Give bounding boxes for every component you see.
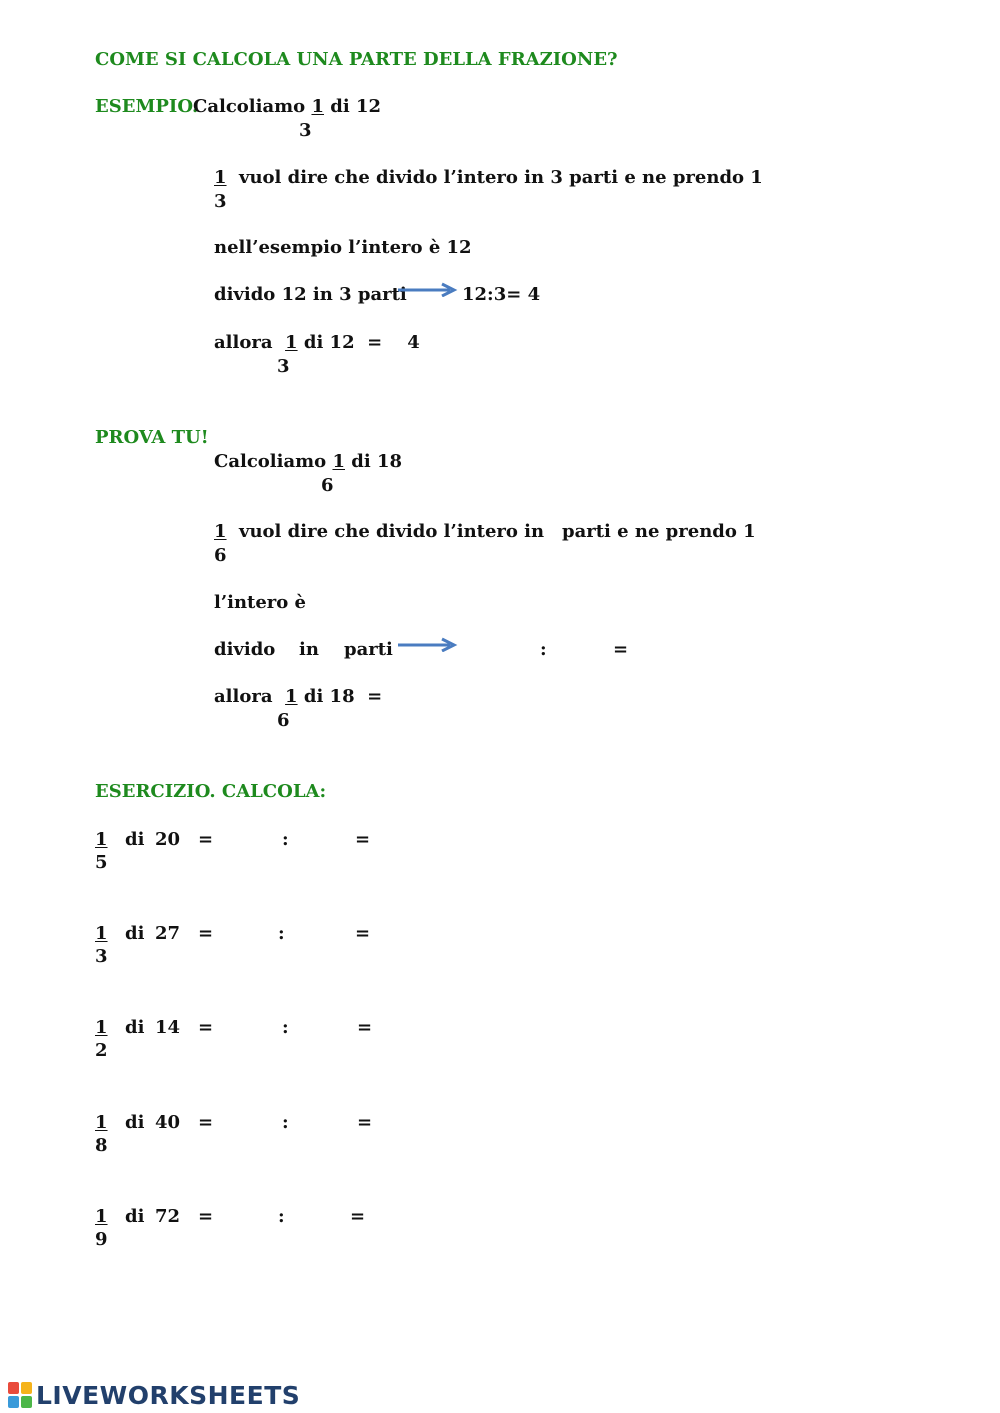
fraction-numerator: 1 bbox=[214, 167, 227, 188]
exercise-row: 1 3 di 27 = : = bbox=[95, 923, 371, 967]
fraction-numerator: 1 bbox=[95, 1017, 108, 1038]
exercise-row: 1 2 di 14 = : = bbox=[95, 1017, 373, 1061]
example-label: ESEMPIO. bbox=[95, 96, 199, 117]
try-colon: : bbox=[540, 639, 547, 660]
fraction-denominator: 3 bbox=[277, 356, 290, 377]
arrow-right-icon bbox=[396, 636, 460, 652]
example-divide-result: 12:3= 4 bbox=[462, 284, 541, 305]
example-divide-line: divido 12 in 3 parti bbox=[214, 284, 407, 305]
fraction-denominator: 6 bbox=[277, 710, 290, 731]
example-whole-line: nell’esempio l’intero è 12 bbox=[214, 237, 472, 258]
arrow-right-icon bbox=[396, 281, 460, 297]
try-divide-word: divido bbox=[214, 639, 276, 660]
fraction-denominator: 6 bbox=[321, 475, 334, 496]
exercise-label: ESERCIZIO. CALCOLA: bbox=[95, 781, 327, 802]
logo-blocks-icon bbox=[8, 1382, 32, 1408]
fraction-numerator: 1 bbox=[285, 332, 298, 353]
fraction-denominator: 3 bbox=[299, 120, 312, 141]
exercise-row: 1 8 di 40 = : = bbox=[95, 1112, 373, 1156]
fraction-denominator: 3 bbox=[95, 946, 108, 967]
exercise-row: 1 5 di 20 = : = bbox=[95, 829, 371, 873]
try-label: PROVA TU! bbox=[95, 427, 209, 448]
try-whole-line: l’intero è bbox=[214, 592, 307, 613]
example-intro: Calcoliamo 1 di 12 bbox=[193, 96, 382, 117]
fraction-numerator: 1 bbox=[285, 686, 298, 707]
whole-value: 14 bbox=[155, 1017, 181, 1038]
brand-name: LIVEWORKSHEETS bbox=[36, 1380, 301, 1410]
whole-value: 20 bbox=[155, 829, 181, 850]
fraction-denominator: 8 bbox=[95, 1135, 108, 1156]
fraction-denominator: 5 bbox=[95, 852, 108, 873]
fraction-numerator: 1 bbox=[311, 96, 324, 117]
try-explanation-b: parti e ne prendo 1 bbox=[562, 521, 756, 542]
try-allora: allora 1 di 18 = bbox=[214, 686, 383, 707]
try-parti-word: parti bbox=[344, 639, 393, 660]
try-intro: Calcoliamo 1 di 18 bbox=[214, 451, 403, 472]
fraction-denominator: 9 bbox=[95, 1229, 108, 1250]
liveworksheets-logo bbox=[8, 1379, 300, 1411]
fraction-numerator: 1 bbox=[95, 829, 108, 850]
try-equals: = bbox=[613, 639, 629, 660]
fraction-numerator: 1 bbox=[95, 923, 108, 944]
example-explanation: vuol dire che divido l’intero in 3 parti e ne prendo 1 bbox=[239, 167, 763, 188]
fraction-numerator: 1 bbox=[95, 1206, 108, 1227]
try-in-word: in bbox=[299, 639, 319, 660]
fraction-numerator: 1 bbox=[95, 1112, 108, 1133]
example-allora: allora 1 di 12 = 4 bbox=[214, 332, 420, 353]
fraction-numerator: 1 bbox=[332, 451, 345, 472]
fraction-numerator: 1 bbox=[214, 521, 227, 542]
whole-value: 27 bbox=[155, 923, 181, 944]
fraction-denominator: 6 bbox=[214, 545, 227, 566]
page-title: COME SI CALCOLA UNA PARTE DELLA FRAZIONE? bbox=[95, 49, 618, 70]
try-explanation-a: vuol dire che divido l’intero in bbox=[239, 521, 545, 542]
exercise-row: 1 9 di 72 = : = bbox=[95, 1206, 366, 1250]
fraction-denominator: 2 bbox=[95, 1040, 108, 1061]
whole-value: 72 bbox=[155, 1206, 181, 1227]
whole-value: 40 bbox=[155, 1112, 181, 1133]
fraction-denominator: 3 bbox=[214, 191, 227, 212]
